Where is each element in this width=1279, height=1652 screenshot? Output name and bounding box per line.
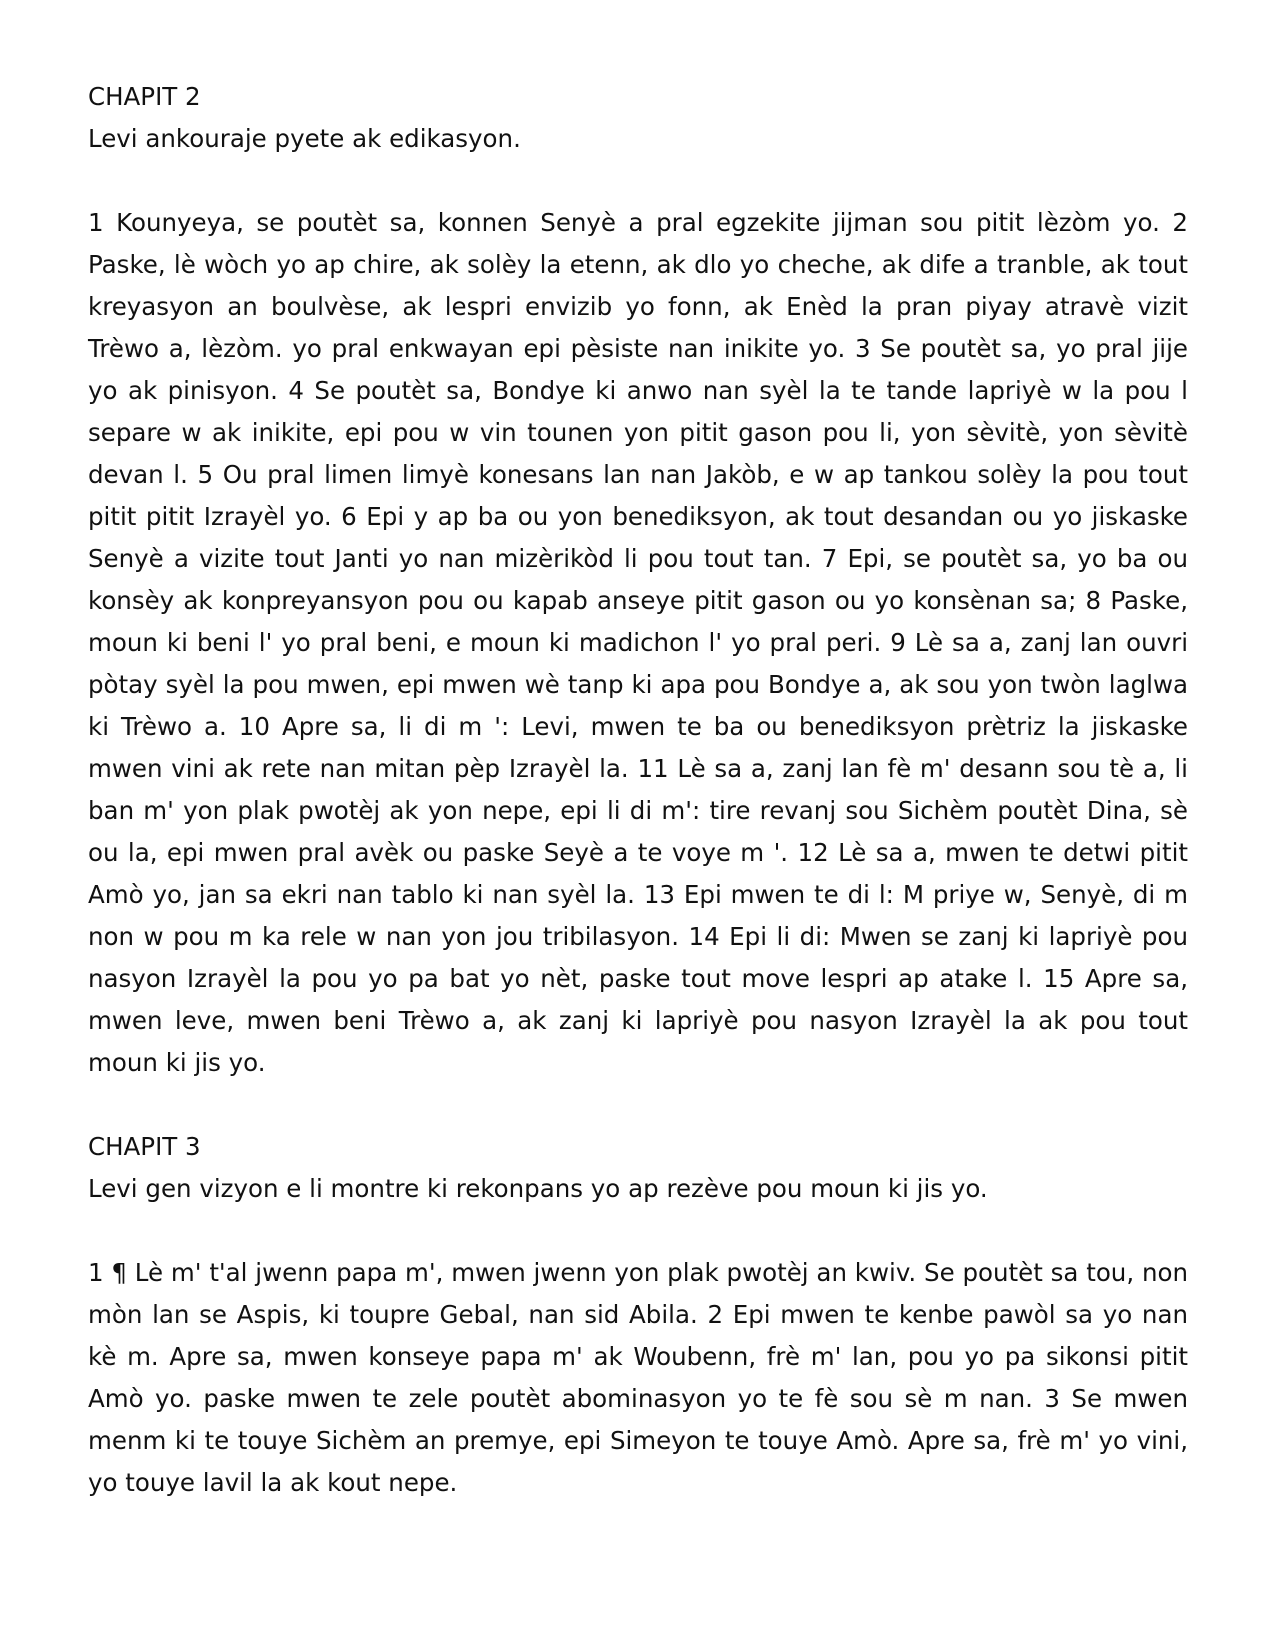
chapter-2 xyxy=(88,76,1188,1084)
document-page xyxy=(88,76,1188,1504)
chapter-summary: Levi gen vizyon e li montre ki rekonpans yo ap rezève pou moun ki jis yo. xyxy=(88,1174,988,1203)
chapter-body: 1 Kounyeya, se poutèt sa, konnen Senyè a pral egzekite jijman sou pitit lèzòm yo. 2 Paske, lè wòch yo ap chire, ak solèy la etenn, ak dlo yo cheche, ak dife a tranble, ak tout kreyasyon an boulvèse, ak lespri envizib yo fonn, ak Enèd la pran piyay atravè vizit Trèwo a, lèzòm. yo pral enkwayan epi pèsiste nan inikite yo. 3 Se poutèt sa, yo pral jije yo ak pinisyon. 4 Se poutèt sa, Bondye ki anwo nan syèl la te tande lapriyè w la pou l separe w ak inikite, epi pou w vin tounen yon pitit gason pou li, yon sèvitè, yon sèvitè devan l. 5 Ou pral limen limyè konesans lan nan Jakòb, e w ap tankou solèy la pou tout pitit pitit Izrayèl yo. 6 Epi y ap ba ou yon benediksyon, ak tout desandan ou yo jiskaske Senyè a vizite tout Janti yo nan mizèrikòd li pou tout tan. 7 Epi, se poutèt sa, yo ba ou konsèy ak konpreyansyon pou ou kapab anseye pitit gason ou yo konsènan sa; 8 Paske, moun ki beni l' yo pral beni, e moun ki madichon l' yo pral peri. 9 Lè sa a, zanj lan ouvri pòtay syèl la pou mwen, epi mwen wè tanp ki apa pou Bondye a, ak sou yon twòn laglwa ki Trèwo a. 10 Apre sa, li di m ': Levi, mwen te ba ou benediksyon prètriz la jiskaske mwen vini ak rete nan mitan pèp Izrayèl la. 11 Lè sa a, zanj lan fè m' desann sou tè a, li ban m' yon plak pwotèj ak yon nepe, epi li di m': tire revanj sou Sichèm poutèt Dina, sè ou la, epi mwen pral avèk ou paske Seyè a te voye m '. 12 Lè sa a, mwen te detwi pitit Amò yo, jan sa ekri nan tablo ki nan syèl la. 13 Epi mwen te di l: M priye w, Senyè, di m non w pou m ka rele w nan yon jou tribilasyon. 14 Epi li di: Mwen se zanj ki lapriyè pou nasyon Izrayèl la pou yo pa bat yo nèt, paske tout move lespri ap atake l. 15 Apre sa, mwen leve, mwen beni Trèwo a, ak zanj ki lapriyè pou nasyon Izrayèl la ak pou tout moun ki jis yo. xyxy=(88,208,1188,1077)
chapter-title: CHAPIT 3 xyxy=(88,1132,201,1161)
chapter-title: CHAPIT 2 xyxy=(88,82,201,111)
chapter-body: 1 ¶ Lè m' t'al jwenn papa m', mwen jwenn yon plak pwotèj an kwiv. Se poutèt sa tou, non mòn lan se Aspis, ki toupre Gebal, nan sid Abila. 2 Epi mwen te kenbe pawòl sa yo nan kè m. Apre sa, mwen konseye papa m' ak Woubenn, frè m' lan, pou yo pa sikonsi pitit Amò yo. paske mwen te zele poutèt abominasyon yo te fè sou sè m nan. 3 Se mwen menm ki te touye Sichèm an premye, epi Simeyon te touye Amò. Apre sa, frè m' yo vini, yo touye lavil la ak kout nepe. xyxy=(88,1258,1188,1497)
chapter-summary: Levi ankouraje pyete ak edikasyon. xyxy=(88,124,521,153)
chapter-3 xyxy=(88,1126,1188,1504)
